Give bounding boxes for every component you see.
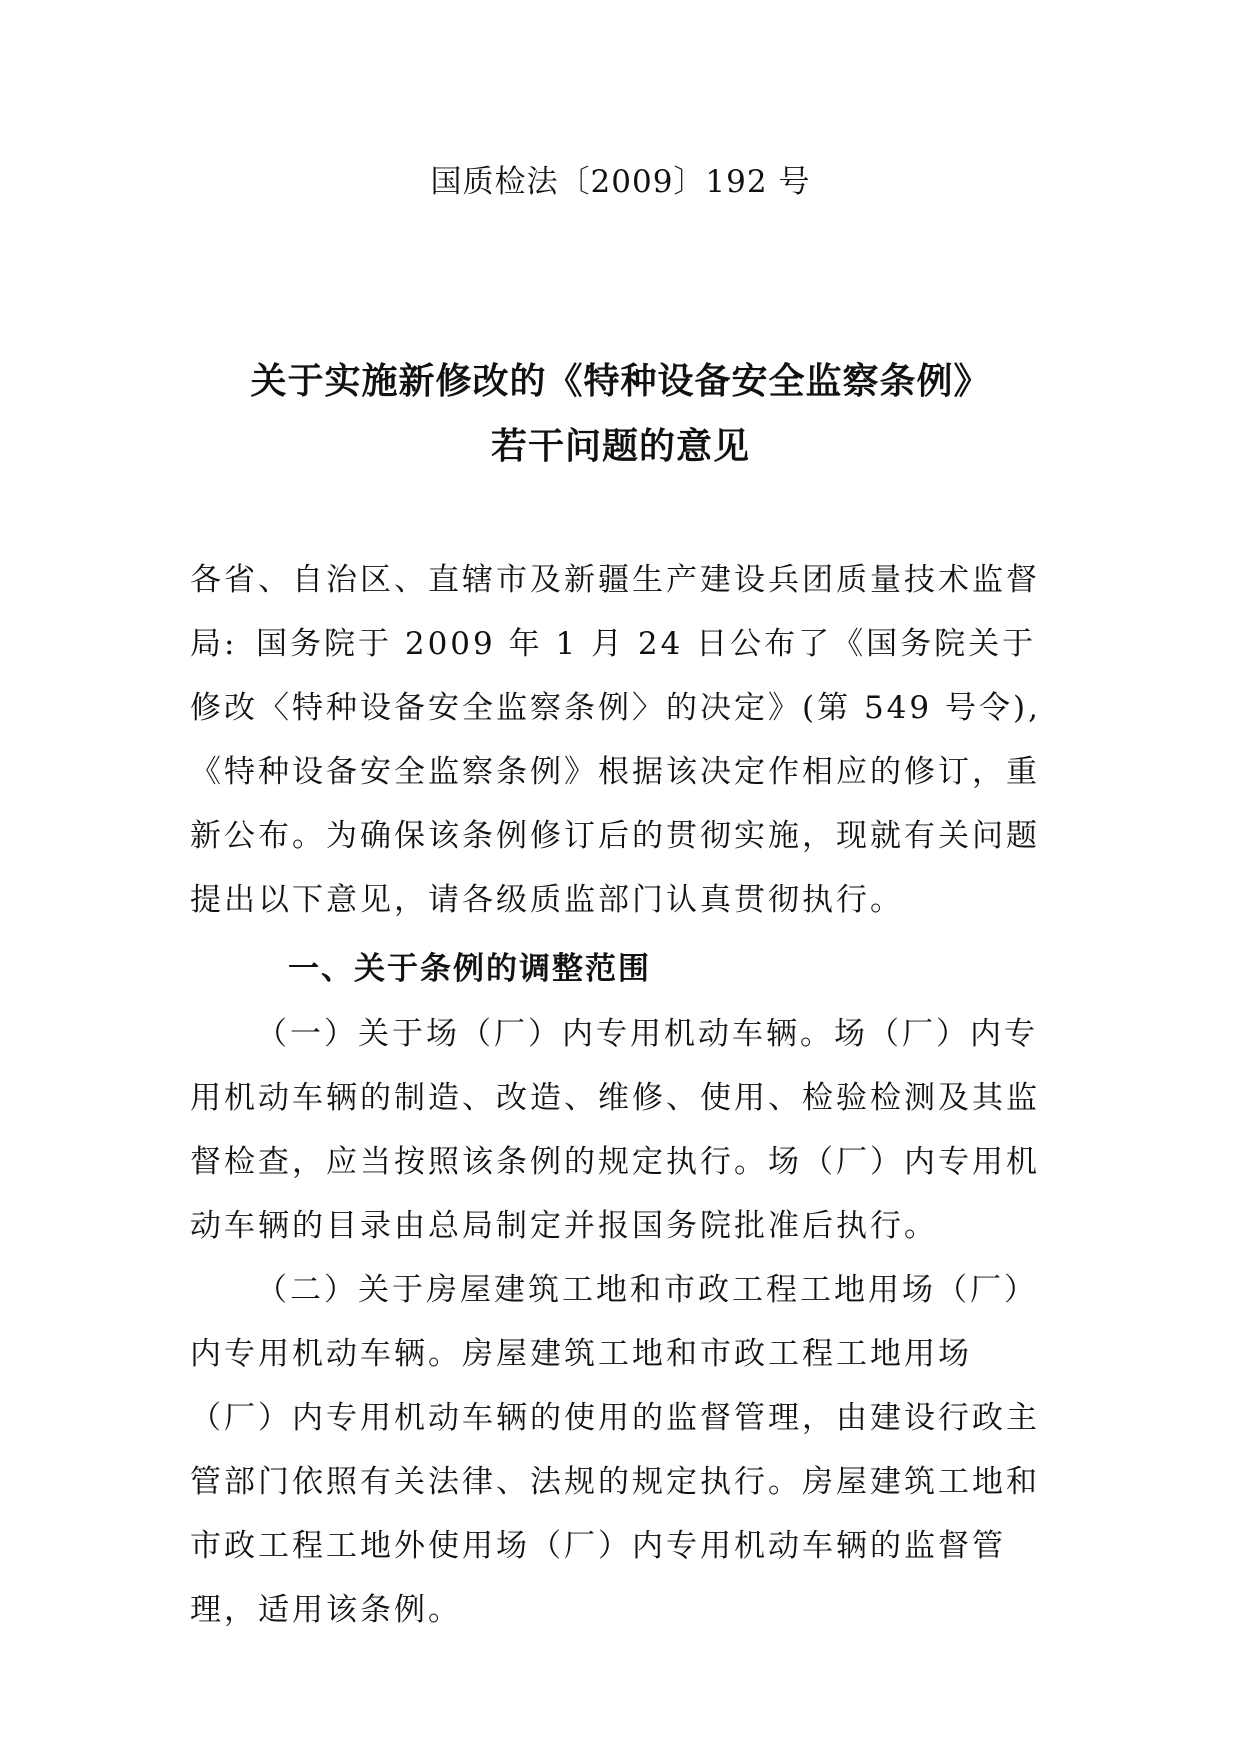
addressee: 各省、自治区、直辖市及新疆生产建设兵团质量技术监督局: [190,562,1040,662]
document-title-line-2: 若干问题的意见 [490,425,750,467]
paragraph-intro: 国务院于 2009 年 1 月 24 日公布了《国务院关于修改〈特种设备安全监察条例〉的决定》(第 549 号令),《特种设备安全监察条例》根据该决定作相应的修订，重新公布。为确保该条例修订后的贯彻实施，现就有关问题提出以下意见，请各级质监部门认真贯彻执行。 [190,626,1041,918]
paragraph-item-2: （二）关于房屋建筑工地和市政工程工地用场（厂）内专用机动车辆。房屋建筑工地和市政工程工地用场（厂）内专用机动车辆的使用的监督管理，由建设行政主管部门依照有关法律、法规的规定执行。房屋建筑工地和市政工程工地外使用场（厂）内专用机动车辆的监督管理，适用该条例。 [190,1272,1040,1628]
section-heading: 一、关于条例的调整范围 [288,951,651,987]
document-title-line-1: 关于实施新修改的《特种设备安全监察条例》 [250,360,991,402]
paragraph-item-1: （一）关于场（厂）内专用机动车辆。场（厂）内专用机动车辆的制造、改造、维修、使用、检验检测及其监督检查，应当按照该条例的规定执行。场（厂）内专用机动车辆的目录由总局制定并报国务院批准后执行。 [190,1016,1040,1244]
document-number: 国质检法〔2009〕192 号 [430,164,811,200]
